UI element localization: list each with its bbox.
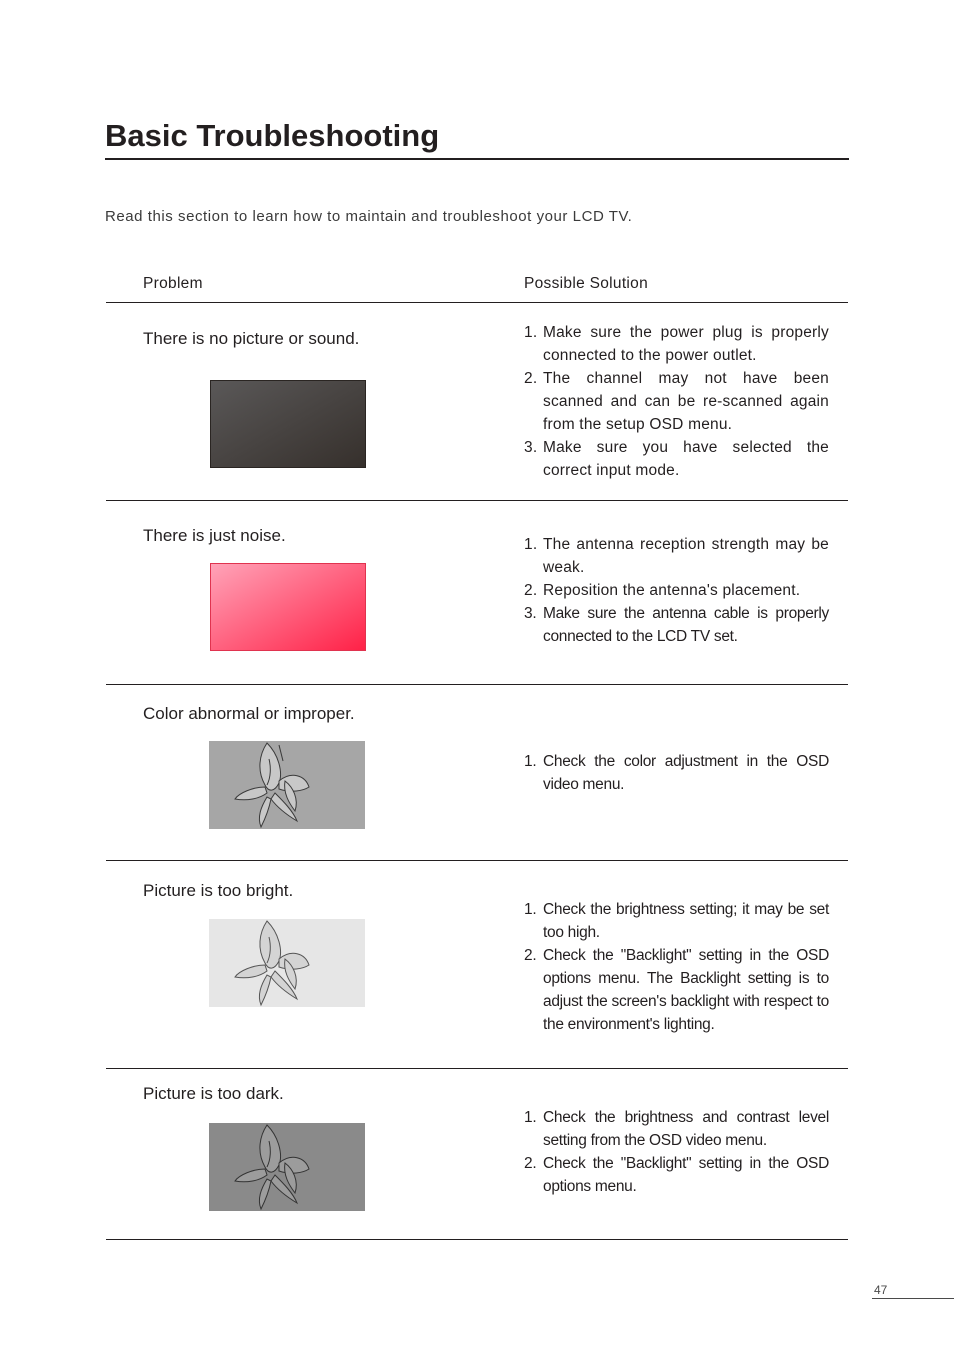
list-item bbox=[524, 944, 829, 1036]
row-divider bbox=[106, 684, 848, 685]
item-text: Check the brightness setting; it may be set too high. bbox=[543, 901, 829, 941]
list-item bbox=[524, 436, 829, 482]
problem-label: Picture is too dark. bbox=[143, 1084, 284, 1103]
title-underline bbox=[105, 158, 849, 160]
item-number: 2. bbox=[524, 370, 538, 387]
item-text: Check the brightness and contrast level setting from the OSD video menu. bbox=[543, 1109, 829, 1149]
problem-label: There is just noise. bbox=[143, 526, 286, 545]
item-number: 1. bbox=[524, 901, 537, 918]
solution-list bbox=[524, 1106, 829, 1198]
item-number: 1. bbox=[524, 324, 538, 341]
solution-list bbox=[524, 533, 829, 648]
item-text: Make sure the power plug is properly connected to the power outlet. bbox=[543, 324, 829, 364]
list-item bbox=[524, 579, 829, 602]
page-number: 47 bbox=[874, 1283, 888, 1297]
intro-text: Read this section to learn how to maintain and troubleshoot your LCD TV. bbox=[105, 208, 633, 225]
page-number-rule bbox=[872, 1298, 954, 1299]
list-item bbox=[524, 1106, 829, 1152]
item-text: Reposition the antenna's placement. bbox=[543, 582, 801, 599]
column-header-solution: Possible Solution bbox=[524, 275, 649, 292]
solution-list bbox=[524, 750, 829, 796]
problem-label: Picture is too bright. bbox=[143, 881, 294, 900]
list-item bbox=[524, 750, 829, 796]
flower-image-dark bbox=[209, 1123, 365, 1211]
item-number: 3. bbox=[524, 605, 537, 622]
page-title: Basic Troubleshooting bbox=[105, 118, 440, 153]
item-number: 1. bbox=[524, 536, 538, 553]
flower-image-bright bbox=[209, 919, 365, 1007]
list-item bbox=[524, 321, 829, 367]
list-item bbox=[524, 898, 829, 944]
item-number: 2. bbox=[524, 582, 538, 599]
item-text: Check the "Backlight" setting in the OSD options menu. The Backlight setting is to adjust the screen's backlight with respect to the environment's lighting. bbox=[543, 947, 829, 1033]
solution-list bbox=[524, 898, 829, 1036]
item-text: Make sure the antenna cable is properly connected to the LCD TV set. bbox=[543, 605, 829, 645]
item-text: Check the "Backlight" setting in the OSD options menu. bbox=[543, 1155, 829, 1195]
list-item bbox=[524, 367, 829, 436]
noise-screen-image bbox=[210, 563, 366, 651]
problem-label: Color abnormal or improper. bbox=[143, 704, 355, 723]
item-text: The channel may not have been scanned and can be re-scanned again from the setup OSD menu. bbox=[543, 370, 829, 433]
item-number: 1. bbox=[524, 1109, 537, 1126]
solution-list bbox=[524, 321, 829, 482]
row-divider bbox=[106, 1068, 848, 1069]
row-divider bbox=[106, 500, 848, 501]
item-text: Check the color adjustment in the OSD video menu. bbox=[543, 753, 829, 793]
table-bottom-rule bbox=[106, 1239, 848, 1240]
list-item bbox=[524, 533, 829, 579]
problem-label: There is no picture or sound. bbox=[143, 329, 360, 348]
blank-screen-image bbox=[210, 380, 366, 468]
row-divider bbox=[106, 860, 848, 861]
table-header-rule bbox=[106, 302, 848, 303]
item-number: 1. bbox=[524, 753, 537, 770]
flower-image-normal bbox=[209, 741, 365, 829]
list-item bbox=[524, 1152, 829, 1198]
item-number: 2. bbox=[524, 947, 537, 964]
list-item bbox=[524, 602, 829, 648]
column-header-problem: Problem bbox=[143, 275, 203, 292]
item-text: The antenna reception strength may be weak. bbox=[543, 536, 829, 576]
item-number: 2. bbox=[524, 1155, 537, 1172]
item-text: Make sure you have selected the correct input mode. bbox=[543, 439, 829, 479]
item-number: 3. bbox=[524, 439, 538, 456]
